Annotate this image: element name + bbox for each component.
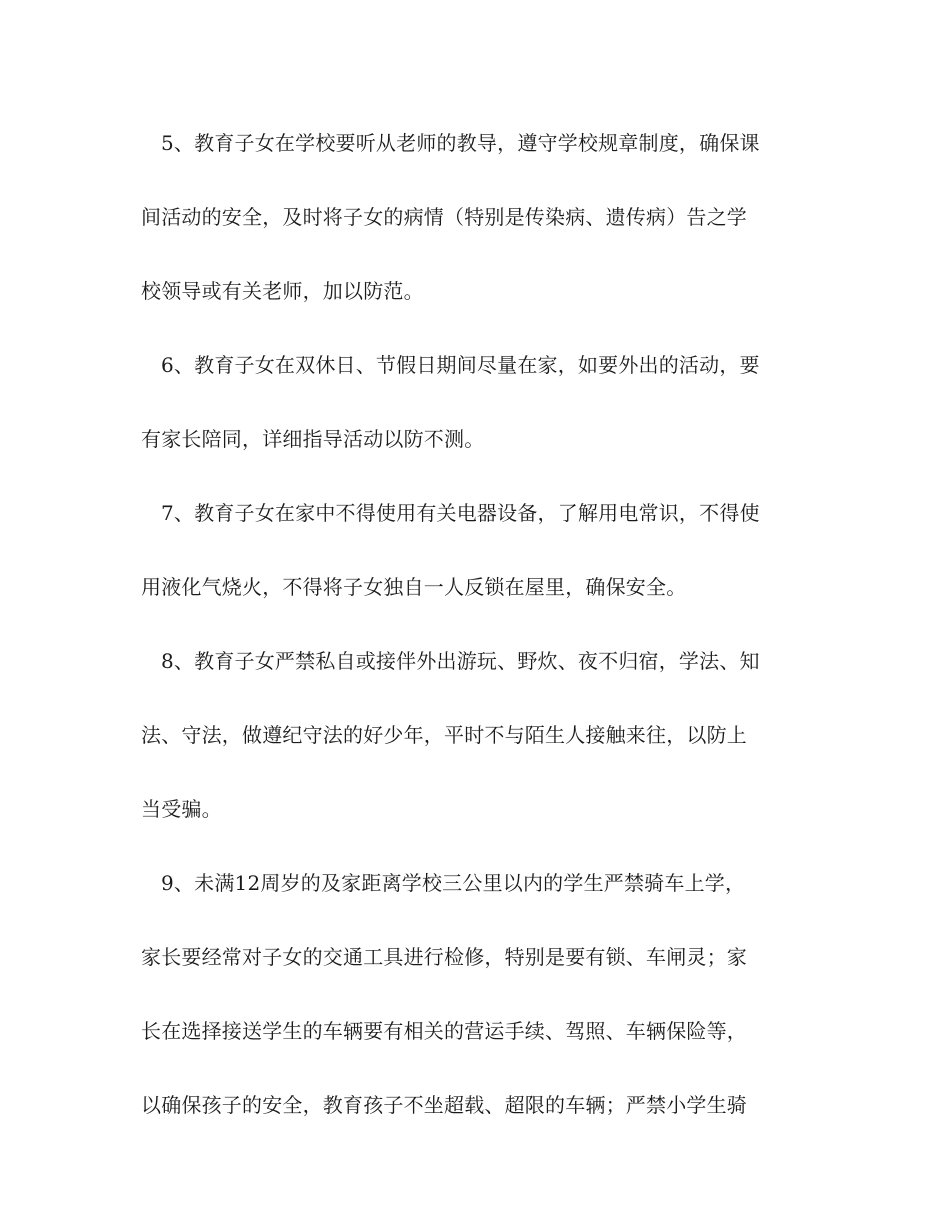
text-line: 8、教育子女严禁私自或接伴外出游玩、野炊、夜不归宿，学法、知 (161, 649, 760, 673)
text-line: 5、教育子女在学校要听从老师的教导，遵守学校规章制度，确保课 (161, 131, 760, 155)
text-line: 7、教育子女在家中不得使用有关电器设备，了解用电常识，不得使 (161, 501, 760, 525)
text-line: 校领导或有关老师，加以防范。 (141, 279, 424, 303)
text-line: 以确保孩子的安全，教育孩子不坐超载、超限的车辆；严禁小学生骑 (141, 1093, 747, 1117)
text-line: 当受骗。 (141, 797, 222, 821)
text-line: 6、教育子女在双休日、节假日期间尽量在家，如要外出的活动，要 (161, 353, 760, 377)
text-line: 有家长陪同，详细指导活动以防不测。 (141, 427, 485, 451)
text-line: 9、未满12周岁的及家距离学校三公里以内的学生严禁骑车上学， (161, 871, 746, 895)
text-line: 用液化气烧火，不得将子女独自一人反锁在屋里，确保安全。 (141, 575, 687, 599)
text-line: 法、守法，做遵纪守法的好少年，平时不与陌生人接触来往，以防上 (141, 723, 747, 747)
text-line: 长在选择接送学生的车辆要有相关的营运手续、驾照、车辆保险等， (141, 1019, 747, 1043)
document-body (141, 118, 813, 1154)
text-line: 间活动的安全，及时将子女的病情（特别是传染病、遗传病）告之学 (141, 205, 747, 229)
text-line: 家长要经常对子女的交通工具进行检修，特别是要有锁、车闸灵；家 (141, 945, 747, 969)
